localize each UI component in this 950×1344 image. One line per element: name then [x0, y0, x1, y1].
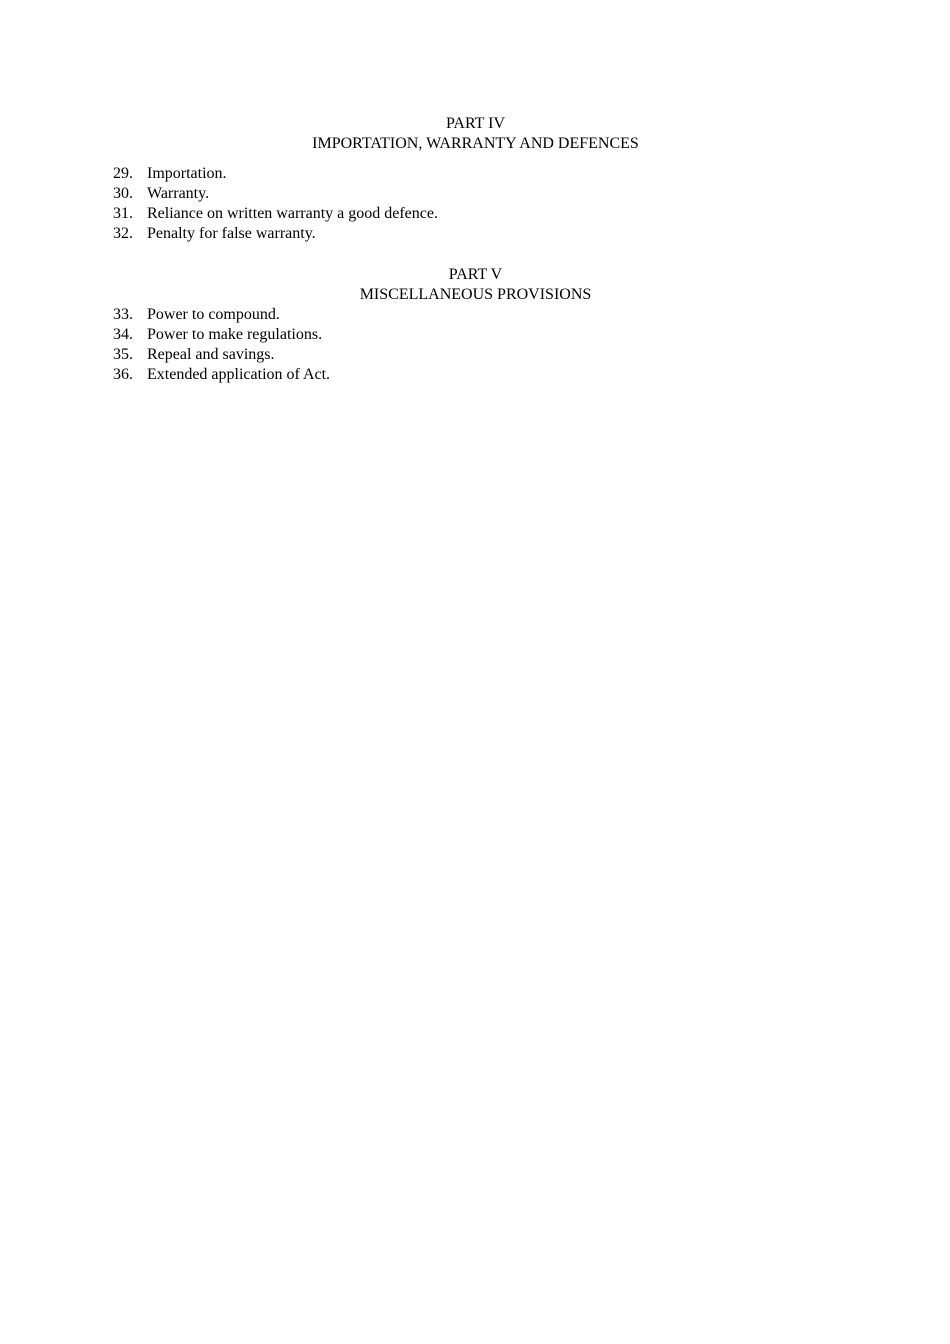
list-item: [113, 204, 838, 224]
list-item: [113, 365, 838, 385]
part-v: [113, 265, 838, 385]
section-title: Repeal and savings.: [147, 346, 275, 363]
part-heading: PART IV: [445, 115, 506, 132]
section-title: Penalty for false warranty.: [147, 225, 316, 242]
section-number: 29.: [113, 165, 133, 182]
section-number: 30.: [113, 185, 133, 202]
section-number: 33.: [113, 306, 133, 323]
list-item: [113, 345, 838, 365]
section-number: 36.: [113, 366, 133, 383]
section-title: Power to make regulations.: [147, 326, 323, 343]
list-item: [113, 164, 838, 184]
section-number: 32.: [113, 225, 133, 242]
section-title: Power to compound.: [147, 306, 280, 323]
section-title: Warranty.: [147, 185, 210, 202]
section-number: 34.: [113, 326, 133, 343]
list-item: [113, 305, 838, 325]
section-number: 35.: [113, 346, 133, 363]
part-subtitle: MISCELLANEOUS PROVISIONS: [359, 286, 592, 303]
list-item: [113, 325, 838, 345]
part-iv: [113, 114, 838, 244]
section-list: [113, 305, 838, 385]
section-title: Extended application of Act.: [147, 366, 331, 383]
section-title: Reliance on written warranty a good defence.: [147, 205, 438, 222]
part-subtitle: IMPORTATION, WARRANTY AND DEFENCES: [312, 135, 639, 152]
section-number: 31.: [113, 205, 133, 222]
list-item: [113, 184, 838, 204]
section-title: Importation.: [147, 165, 227, 182]
section-list: [113, 164, 838, 244]
list-item: [113, 224, 838, 244]
part-heading: PART V: [448, 266, 503, 283]
